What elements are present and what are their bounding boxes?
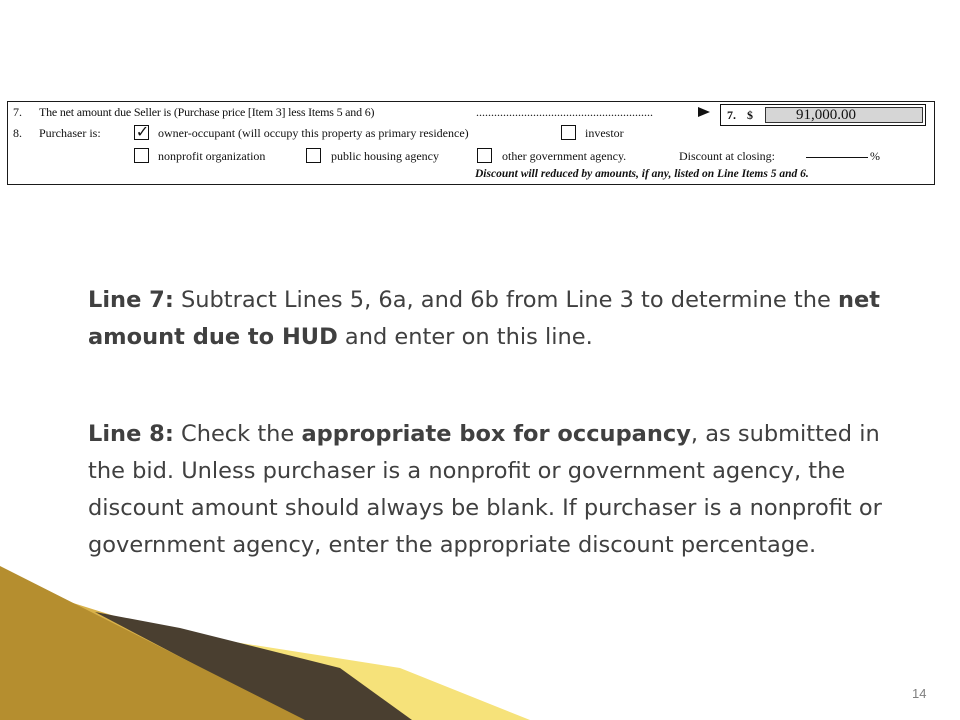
purchaser-label: Purchaser is: [39,126,101,140]
line8-explanation [88,416,888,564]
amount-field[interactable] [765,107,923,123]
line8-heading: Line 8: [88,421,174,447]
hud-form-excerpt [7,101,935,185]
investor-checkbox[interactable] [561,125,576,140]
owner-occupant-label: owner-occupant (will occupy this property as primary residence) [158,126,469,140]
checkmark-icon: ✓ [135,122,150,141]
pale-yellow-stripe [120,624,530,720]
amount-top-rule [765,104,923,105]
currency-symbol: $ [747,108,753,122]
line8-text-2: , as submitted in the bid. Unless purchaser is a nonprofit or government agency, the discount amount should always be blank. If purchaser is a nonprofit or government agency, enter the appropriate discount percentage. [88,421,882,558]
amount-value: 91,000.00 [796,107,856,123]
other-government-checkbox[interactable] [477,148,492,163]
line7-text-1: Subtract Lines 5, 6a, and 6b from Line 3 to determine the [180,287,831,313]
discount-percent: % [870,149,880,163]
gold-triangle [0,566,305,720]
line7-text: The net amount due Seller is (Purchase price [Item 3] less Items 5 and 6) [39,105,375,119]
discount-note: Discount will reduced by amounts, if any, listed on Line Items 5 and 6. [475,168,809,180]
line8-emphasis: appropriate box for occupancy [301,421,691,447]
nonprofit-checkbox[interactable] [134,148,149,163]
discount-blank-field[interactable] [806,157,868,158]
investor-label: investor [585,126,624,140]
line7-amount-box [720,104,926,126]
line7-emphasis: net amount due to HUD [88,287,880,350]
line7-box-number: 7. [727,108,736,122]
line8-text-1: Check the [180,421,295,447]
public-housing-checkbox[interactable] [306,148,321,163]
discount-label: Discount at closing: [679,149,775,163]
other-government-label: other government agency. [502,149,627,163]
line7-heading: Line 7: [88,287,174,313]
dark-brown-wedge [95,612,412,720]
owner-occupant-checkbox[interactable] [134,122,150,141]
line7-text-2: and enter on this line. [344,324,593,350]
nonprofit-label: nonprofit organization [158,149,266,163]
line7-leader-dots: ........................................................... [476,105,653,119]
page-number: 14 [912,686,927,701]
arrow-right-icon [698,107,710,117]
line7-explanation [88,282,888,356]
light-gold-stripe [0,580,360,720]
line7-number: 7. [13,105,22,119]
public-housing-label: public housing agency [331,149,439,163]
line8-number: 8. [13,126,22,140]
